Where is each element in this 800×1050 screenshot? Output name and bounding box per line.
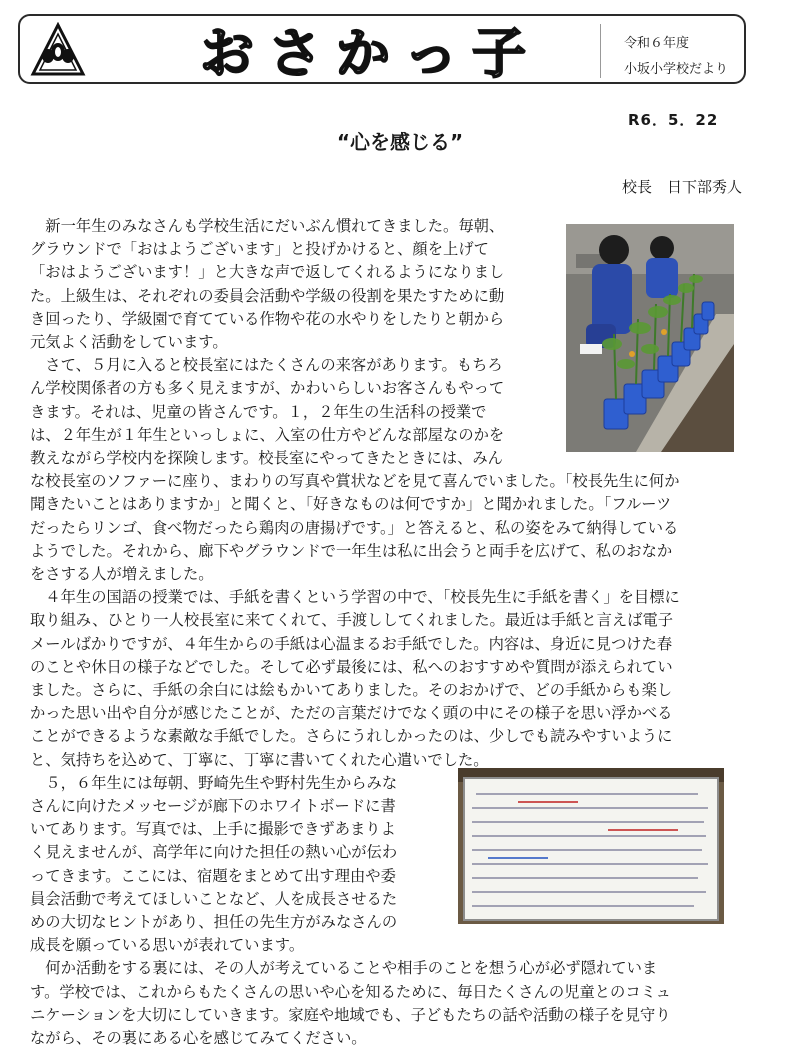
article-author: 校長 日下部秀人 — [621, 178, 742, 196]
article-line: 取り組み、ひとり一人校長室に来てくれて、手渡ししてくれました。最近は手紙と言えば電子 — [30, 611, 674, 630]
article-line: メールばかりですが、４年生からの手紙は心温まるお手紙でした。内容は、身近に見つけた春 — [30, 634, 673, 653]
article-line: 教えながら学校内を探険します。校長室にやってきたときには、みん — [30, 449, 503, 467]
article-line: きます。それは、児童の皆さんです。１，２年生の生活科の授業で — [30, 402, 487, 421]
article-line: ました。さらに、手紙の余白には絵もかいてありました。そのおかげで、どの手紙からも楽し — [30, 681, 673, 699]
article-line: 「おはようございます！」と大きな声で返してくれるようになりまし — [30, 263, 505, 282]
article-title: “心を感じる” — [336, 130, 464, 154]
article-line: ニケーションを大切にしていきます。家庭や地域でも、子どもたちの話や活動の様子を見守り — [30, 1005, 671, 1024]
article-line: た。上級生は、それぞれの委員会活動や学級の役割を果たすために動 — [30, 286, 505, 305]
article-line: めの大切なヒントがあり、担任の先生方がみなさんの — [30, 913, 398, 931]
article-line: ながら、その裏にある心を感じてみてください。 — [30, 1029, 367, 1047]
article-line: 何か活動をする裏には、その人が考えていることや相手のことを想う心が必ず隠れていま — [30, 959, 658, 978]
newsletter-name: 小坂小学校だより — [624, 62, 729, 77]
article-line: 聞きたいことはありますか」と聞くと、「好きなものは何ですか」と聞かれました。「フルーツ — [30, 495, 672, 514]
article-line: さて、５月に入ると校長室にはたくさんの来客があります。もちろ — [30, 356, 503, 375]
article-line: ４年生の国語の授業では、手紙を書くという学習の中で、「校長先生に手紙を書く」を目標に — [30, 588, 680, 607]
article-line: ５，６年生には毎朝、野崎先生や野村先生からみな — [30, 773, 398, 792]
header-divider — [600, 24, 601, 78]
article-line: と、気持ちを込めて、丁寧に、丁寧に書いてくれた心遣いでした。 — [30, 750, 489, 769]
article-line: く見えませんが、高学年に向けた担任の熱い心が伝わ — [30, 843, 398, 862]
masthead-title — [150, 20, 590, 82]
article-line: をさする人が増えました。 — [30, 565, 214, 583]
article-line: す。学校では、これからもたくさんの思いや心を知るために、毎日たくさんの児童とのコミュ — [30, 982, 671, 1001]
article-line: いてあります。写真では、上手に撮影できずあまりよ — [30, 820, 396, 839]
fiscal-year-label: 令和６年度 — [624, 36, 690, 51]
whiteboard-message-photo — [458, 768, 724, 924]
article-line: のことや休日の様子などでした。そして必ず最後には、私へのおすすめや質問が添えられてい — [30, 657, 673, 676]
article-line: 元気よく活動をしています。 — [30, 333, 228, 351]
article-line: な校長室のソファーに座り、まわりの写真や賞状などを見て喜んでいました。「校長先生に何か — [30, 472, 680, 491]
masthead-title-text: おさかっ子 — [200, 22, 540, 82]
article-line: ようでした。それから、廊下やグラウンドで一年生は私に出会うと両手を広げて、私のおなか — [30, 541, 673, 560]
article-line: き回ったり、学級園で育てている作物や花の水やりをしたりと朝から — [30, 309, 505, 328]
article-line: 員会活動で考えてほしいことなど、人を成長させるた — [30, 889, 398, 908]
article-line: だったらリンゴ、食べ物だったら鶏肉の唐揚げです。」と答えると、私の姿をみて納得している — [30, 518, 679, 537]
article-line: 新一年生のみなさんも学校生活にだいぶん慣れてきました。毎朝、 — [30, 217, 505, 235]
article-line: ことができるような素敵な手紙でした。さらにうれしかったのは、少しでも読みやすいように — [30, 727, 673, 746]
article-line: グラウンドで「おはようございます」と投げかけると、顔を上げて — [30, 240, 489, 259]
issue-date: R6．5．22 — [628, 111, 719, 129]
article-line: かった思い出や自分が感じたことが、ただの言葉だけでなく頭の中にその様子を思い浮かべる — [30, 704, 673, 723]
students-planting-photo — [566, 224, 734, 452]
article-line: さんに向けたメッセージが廊下のホワイトボードに書 — [30, 797, 396, 815]
article-line: は、２年生が１年生といっしょに、入室の仕方やどんな部屋なのかを — [30, 425, 505, 444]
article-line: ってきます。ここには、宿題をまとめて出す理由や委 — [30, 866, 396, 885]
school-emblem-icon — [30, 22, 86, 78]
masthead-header — [18, 14, 746, 84]
article-line: ん学校関係者の方も多く見えますが、かわいらしいお客さんもやって — [30, 379, 505, 398]
article-line: 成長を願っている思いが表れています。 — [30, 936, 305, 955]
